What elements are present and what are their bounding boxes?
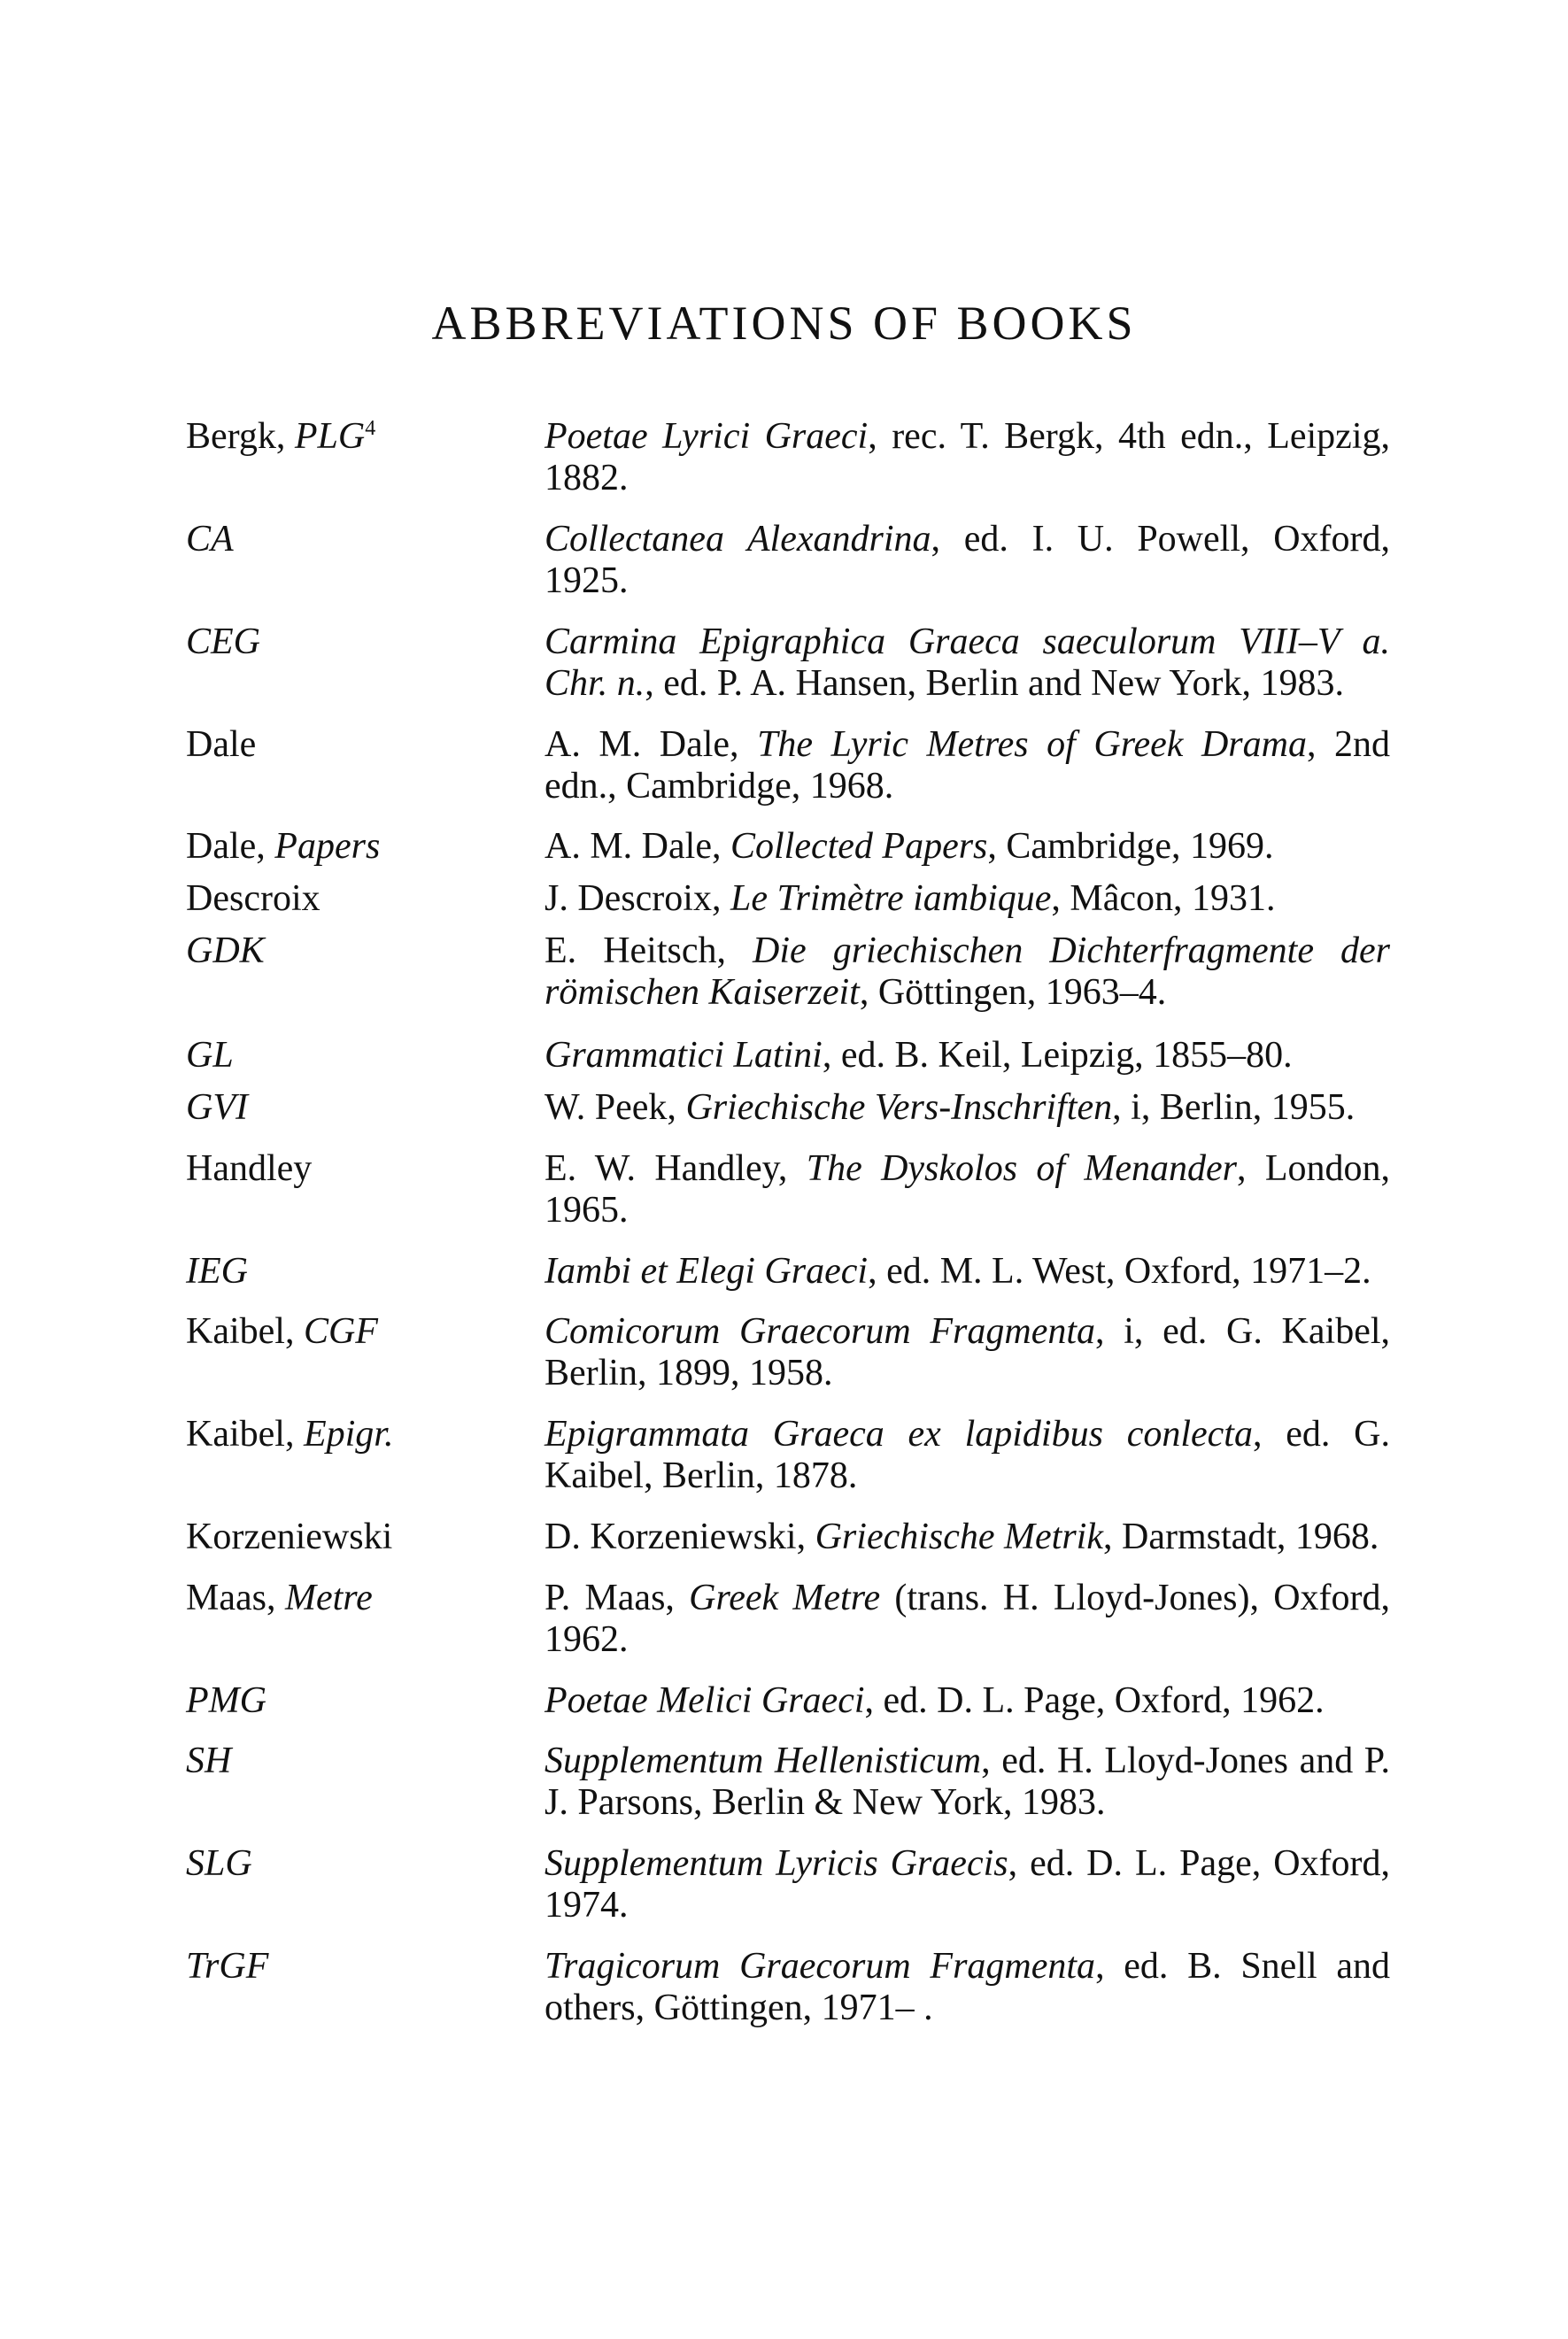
abbreviation-entry xyxy=(186,1087,1390,1129)
abbreviation-entry xyxy=(186,1517,1390,1558)
italic-text: GVI xyxy=(186,1087,248,1128)
abbreviation xyxy=(186,1251,545,1293)
italic-text: PMG xyxy=(186,1680,266,1721)
text-run: , Göttingen, 1963–4. xyxy=(859,972,1167,1013)
italic-text: SH xyxy=(186,1741,232,1781)
italic-text: Supplementum Lyricis Graecis xyxy=(545,1843,1008,1884)
abbreviation-entry xyxy=(186,1843,1390,1926)
abbreviation-description xyxy=(545,1087,1390,1129)
text-run: (trans. H. Lloyd-Jones), Oxford, 1962. xyxy=(545,1578,1390,1660)
text-run: , i, Berlin, 1955. xyxy=(1112,1087,1356,1128)
abbreviation xyxy=(186,1741,545,1782)
italic-text: Poetae Lyrici Graeci xyxy=(545,416,869,457)
abbreviation-description xyxy=(545,1741,1390,1824)
text-run: D. Korzeniewski, xyxy=(545,1517,815,1557)
page-title: ABBREVIATIONS OF BOOKS xyxy=(431,297,1137,350)
abbreviation xyxy=(186,416,545,458)
italic-text: Greek Metre xyxy=(689,1578,881,1618)
abbreviation xyxy=(186,1087,545,1129)
text-run: , ed. D. L. Page, Oxford, 1974. xyxy=(545,1843,1390,1926)
italic-text: Grammatici Latini xyxy=(545,1035,823,1076)
abbreviation-description xyxy=(545,1311,1390,1394)
abbreviation xyxy=(186,1680,545,1722)
abbreviation xyxy=(186,930,545,972)
abbreviation xyxy=(186,1148,545,1190)
italic-text: Griechische Vers-Inschriften xyxy=(685,1087,1113,1128)
abbreviation-entry xyxy=(186,1414,1390,1497)
abbreviation-entry xyxy=(186,621,1390,705)
text-run: A. M. Dale, xyxy=(545,826,730,867)
abbreviation-entry xyxy=(186,1578,1390,1661)
text-run: E. W. Handley, xyxy=(545,1148,807,1189)
italic-text: Collected Papers xyxy=(730,826,988,867)
text-run: E. Heitsch, xyxy=(545,930,753,971)
italic-text: Griechische Metrik xyxy=(815,1517,1103,1557)
abbreviation-entry xyxy=(186,416,1390,499)
abbreviation-description xyxy=(545,416,1390,499)
abbreviation xyxy=(186,1843,545,1885)
italic-text: Tragicorum Graecorum Fragmenta xyxy=(545,1946,1096,1987)
italic-text: GDK xyxy=(186,930,265,971)
text-run: A. M. Dale, xyxy=(545,724,758,765)
abbreviation xyxy=(186,1311,545,1353)
abbreviation xyxy=(186,621,545,663)
text-run: Dale, xyxy=(186,826,275,867)
abbreviation-entry xyxy=(186,826,1390,868)
text-run: , ed. I. U. Powell, Oxford, 1925. xyxy=(545,519,1391,601)
italic-text: SLG xyxy=(186,1843,252,1884)
italic-text: CGF xyxy=(303,1311,378,1352)
italic-text: Iambi et Elegi Graeci xyxy=(545,1251,869,1292)
italic-text: Supplementum Hellenisticum xyxy=(545,1741,982,1781)
abbreviation-description xyxy=(545,519,1390,602)
text-run: , i, ed. G. Kaibel, Berlin, 1899, 1958. xyxy=(545,1311,1391,1393)
abbreviation-description xyxy=(545,826,1390,868)
abbreviation-description xyxy=(545,1843,1390,1926)
abbreviation xyxy=(186,878,545,920)
abbreviation-entry xyxy=(186,519,1390,602)
abbreviation-description xyxy=(545,621,1390,705)
text-run: , London, 1965. xyxy=(545,1148,1391,1231)
abbreviation-entry xyxy=(186,930,1390,1014)
abbreviation xyxy=(186,1517,545,1558)
text-run: , ed. H. Lloyd-Jones and P. J. Parsons, Berlin & New York, 1983. xyxy=(545,1741,1390,1823)
abbreviation-description xyxy=(545,1578,1390,1661)
abbreviation xyxy=(186,519,545,560)
abbreviation-description xyxy=(545,1680,1390,1722)
abbreviation-description xyxy=(545,878,1390,920)
abbreviation-entry xyxy=(186,1680,1390,1722)
abbreviation xyxy=(186,826,545,868)
italic-text: Comicorum Graecorum Fragmenta xyxy=(545,1311,1096,1352)
abbreviation xyxy=(186,1578,545,1619)
text-run: Maas, xyxy=(186,1578,285,1618)
text-run: , Cambridge, 1969. xyxy=(987,826,1274,867)
italic-text: PLG xyxy=(294,416,366,457)
abbreviation xyxy=(186,724,545,766)
text-run: , ed. G. Kaibel, Berlin, 1878. xyxy=(545,1414,1390,1496)
italic-text: The Lyric Metres of Greek Drama xyxy=(757,724,1307,765)
text-run: J. Descroix, xyxy=(545,878,730,919)
abbreviation xyxy=(186,1035,545,1077)
abbreviation-entry xyxy=(186,724,1390,807)
abbreviation-entry xyxy=(186,878,1390,920)
italic-text: Collectanea Alexandrina xyxy=(545,519,931,560)
text-run: , ed. D. L. Page, Oxford, 1962. xyxy=(864,1680,1325,1721)
text-run: , 2nd edn., Cambridge, 1968. xyxy=(545,724,1390,807)
text-run: , rec. T. Bergk, 4th edn., Leipzig, 1882. xyxy=(545,416,1390,498)
italic-text: GL xyxy=(186,1035,234,1076)
abbreviation-description xyxy=(545,1251,1390,1293)
text-run: Descroix xyxy=(186,878,321,919)
text-run: Dale xyxy=(186,724,257,765)
abbreviation-description xyxy=(545,1946,1390,2029)
italic-text: Papers xyxy=(274,826,381,867)
abbreviation-description xyxy=(545,1148,1390,1231)
abbreviation-description xyxy=(545,724,1390,807)
abbreviations-list xyxy=(186,397,1390,2029)
text-run: , ed. B. Snell and others, Göttingen, 1971– . xyxy=(545,1946,1390,2028)
abbreviation-description xyxy=(545,1517,1390,1558)
text-run: W. Peek, xyxy=(545,1087,686,1128)
italic-text: Poetae Melici Graeci xyxy=(545,1680,865,1721)
abbreviation xyxy=(186,1414,545,1455)
abbreviation-description xyxy=(545,1414,1390,1497)
italic-text: The Dyskolos of Menander xyxy=(806,1148,1238,1189)
text-run: , ed. B. Keil, Leipzig, 1855–80. xyxy=(822,1035,1293,1076)
text-run: , Darmstadt, 1968. xyxy=(1102,1517,1379,1557)
abbreviation xyxy=(186,1946,545,1988)
text-run: , ed. M. L. West, Oxford, 1971–2. xyxy=(868,1251,1371,1292)
text-run: Handley xyxy=(186,1148,313,1189)
italic-text: CEG xyxy=(186,621,260,662)
abbreviation-entry xyxy=(186,1035,1390,1077)
abbreviation-description xyxy=(545,1035,1390,1077)
italic-text: CA xyxy=(186,519,234,560)
abbreviation-entry xyxy=(186,1251,1390,1293)
edition-superscript: 4 xyxy=(365,417,376,440)
text-run: Kaibel, xyxy=(186,1414,304,1455)
text-run: Korzeniewski xyxy=(186,1517,393,1557)
italic-text: Epigrammata Graeca ex lapidibus conlecta xyxy=(545,1414,1253,1455)
abbreviation-entry xyxy=(186,1741,1390,1824)
abbreviation-entry xyxy=(186,1946,1390,2029)
text-run: , Mâcon, 1931. xyxy=(1051,878,1276,919)
abbreviation-description xyxy=(545,930,1390,1014)
italic-text: Metre xyxy=(284,1578,373,1618)
italic-text: Le Trimètre iambique xyxy=(730,878,1052,919)
italic-text: Die griechischen Dichterfragmente der römischen Kaiserzeit xyxy=(545,930,1390,1013)
text-run: Bergk, xyxy=(186,416,295,457)
italic-text: TrGF xyxy=(186,1946,269,1987)
abbreviation-entry xyxy=(186,1311,1390,1394)
abbreviation-entry xyxy=(186,1148,1390,1231)
italic-text: Carmina Epigraphica Graeca saeculorum VIII–V a. Chr. n. xyxy=(545,621,1390,704)
italic-text: IEG xyxy=(186,1251,248,1292)
text-run: P. Maas, xyxy=(545,1578,690,1618)
text-run: Kaibel, xyxy=(186,1311,304,1352)
text-run: , ed. P. A. Hansen, Berlin and New York, 1983. xyxy=(645,663,1344,704)
italic-text: Epigr. xyxy=(303,1414,394,1455)
